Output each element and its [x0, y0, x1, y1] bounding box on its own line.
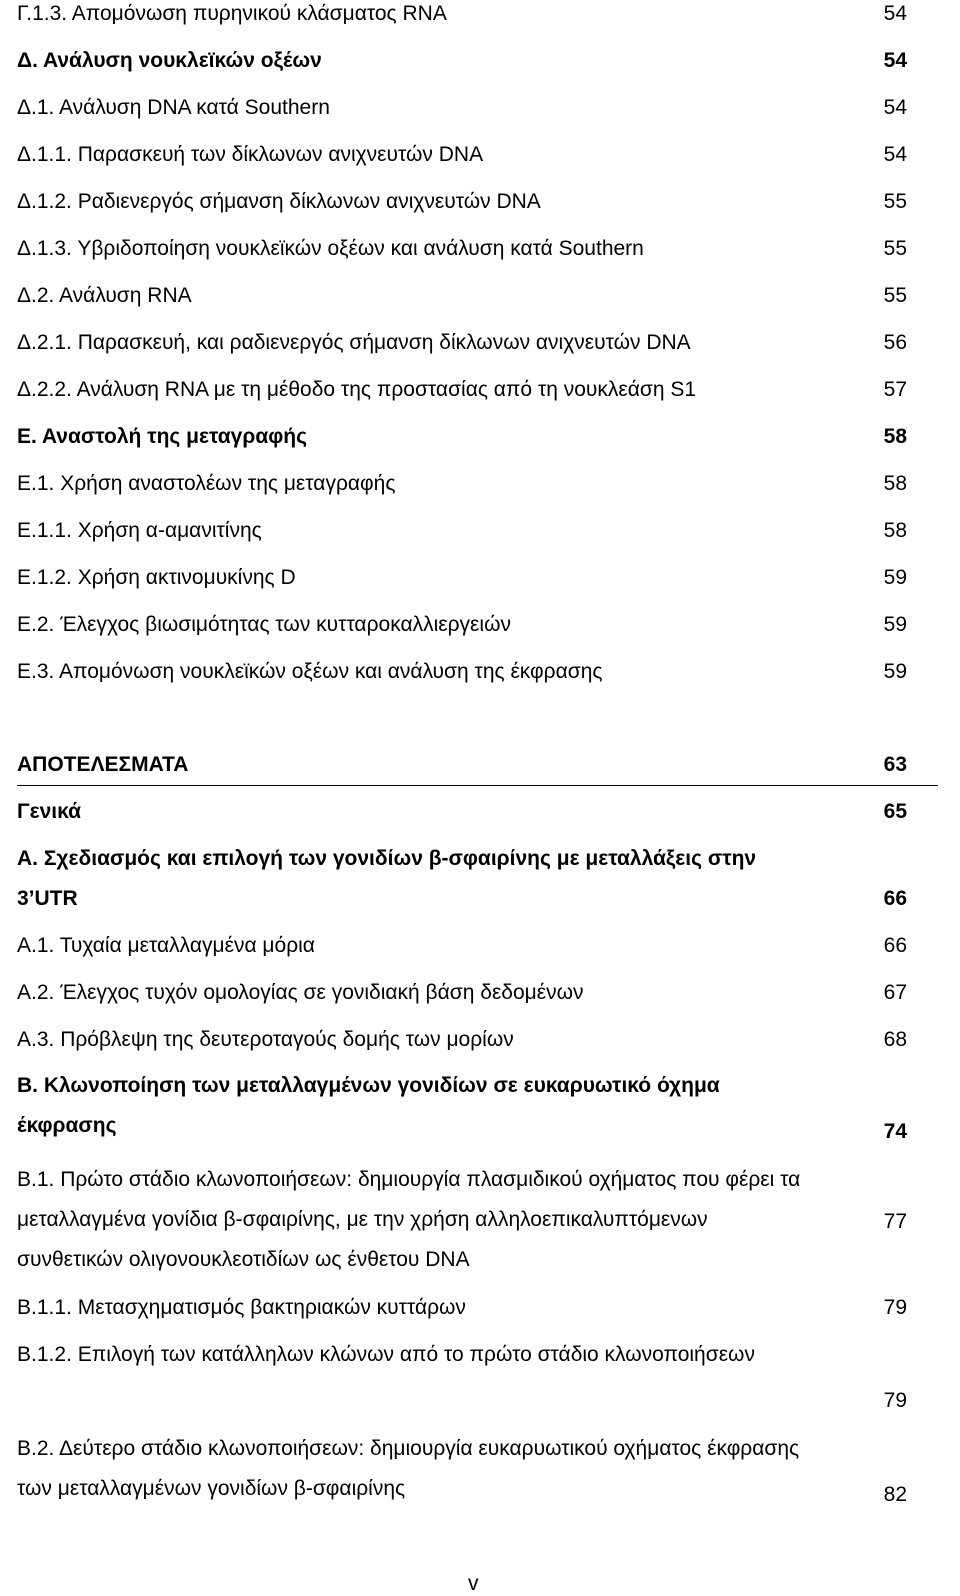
toc-entry-page: 59 — [883, 566, 907, 589]
toc-entry-title: Δ.2.2. Ανάλυση RNA με τη μέθοδο της προστασίας από τη νουκλεάση S1 — [17, 378, 697, 401]
toc-entry-title: Ε.3. Απομόνωση νουκλεϊκών οξέων και ανάλυση της έκφρασης — [17, 660, 603, 683]
toc-entry-title: Δ.1.2. Ραδιενεργός σήμανση δίκλωνων ανιχνευτών DNA — [17, 190, 541, 213]
toc-entry-page: 59 — [883, 613, 907, 636]
toc-entry-page: 77 — [883, 1210, 907, 1233]
toc-entry-title: Β.1. Πρώτο στάδιο κλωνοποιήσεων: δημιουργία πλασμιδικού οχήματος που φέρει τα μεταλλαγμένα γονίδια β-σφαιρίνης, με την χρήση αλληλοεπικαλυπτόμενων συνθετικών ολιγονουκλεοτιδίων ως ένθετου DNA — [17, 1168, 801, 1271]
toc-entry-title: Γενικά — [17, 800, 82, 823]
toc-entry-page: 58 — [883, 519, 907, 542]
toc-entry-title: Δ.1.1. Παρασκευή των δίκλωνων ανιχνευτών DNA — [17, 143, 484, 166]
toc-entry-title: Δ.2.1. Παρασκευή, και ραδιενεργός σήμανση δίκλωνων ανιχνευτών DNA — [17, 331, 691, 354]
toc-entry-page: 54 — [883, 2, 907, 25]
toc-entry-title: Α.2. Έλεγχος τυχόν ομολογίας σε γονιδιακή βάση δεδομένων — [17, 981, 584, 1004]
toc-entry-page: 59 — [883, 660, 907, 683]
toc-entry-title: Β.1.1. Μετασχηματισμός βακτηριακών κυττάρων — [17, 1296, 466, 1319]
toc-entry-page: 56 — [883, 331, 907, 354]
toc-entry-title: Γ.1.3. Απομόνωση πυρηνικού κλάσματος RNA — [17, 2, 447, 25]
toc-entry-page: 67 — [883, 981, 907, 1004]
toc-entry-page: 79 — [883, 1389, 907, 1412]
toc-entry-title: Α.1. Τυχαία μεταλλαγμένα μόρια — [17, 934, 315, 957]
section-divider — [17, 785, 938, 786]
toc-entry-title: ΑΠΟΤΕΛΕΣΜΑΤΑ — [17, 753, 189, 776]
toc-entry-page: 74 — [883, 1120, 907, 1143]
toc-entry-page: 79 — [883, 1296, 907, 1319]
toc-entry-page: 55 — [883, 190, 907, 213]
toc-entry-page: 68 — [883, 1028, 907, 1051]
toc-entry-title: Α. Σχεδιασμός και επιλογή των γονιδίων β-σφαιρίνης με μεταλλάξεις στην 3’UTR — [17, 847, 757, 910]
toc-entry-page: 66 — [883, 934, 907, 957]
toc-entry-title: Β.2. Δεύτερο στάδιο κλωνοποιήσεων: δημιουργία ευκαρυωτικού οχήματος έκφρασης των μεταλλαγμένων γονιδίων β-σφαιρίνης — [17, 1437, 800, 1500]
toc-entry-title: Δ.1. Ανάλυση DNA κατά Southern — [17, 96, 330, 119]
toc-entry-page: 63 — [883, 753, 907, 776]
toc-entry-page: 54 — [883, 143, 907, 166]
toc-entry-page: 54 — [883, 49, 907, 72]
toc-entry-page: 58 — [883, 472, 907, 495]
toc-entry-title: Ε.1. Χρήση αναστολέων της μεταγραφής — [17, 472, 396, 495]
toc-entry-page: 82 — [883, 1483, 907, 1506]
toc-entry-title: Β. Κλωνοποίηση των μεταλλαγμένων γονιδίων σε ευκαρυωτικό όχημα έκφρασης — [17, 1074, 720, 1137]
toc-entry-page: 55 — [883, 237, 907, 260]
toc-entry-page: 66 — [883, 887, 907, 910]
toc-entry-page: 57 — [883, 378, 907, 401]
toc-entry-page: 58 — [883, 425, 907, 448]
toc-entry-title: Δ. Ανάλυση νουκλεϊκών οξέων — [17, 49, 322, 72]
toc-entry-title: Β.1.2. Επιλογή των κατάλληλων κλώνων από το πρώτο στάδιο κλωνοποιήσεων — [17, 1343, 755, 1366]
toc-entry-title: Ε.1.2. Χρήση ακτινομυκίνης D — [17, 566, 296, 589]
toc-entry-title: Ε. Αναστολή της μεταγραφής — [17, 425, 308, 448]
page-number: v — [468, 1572, 479, 1595]
toc-entry-page: 54 — [883, 96, 907, 119]
toc-entry-title: Α.3. Πρόβλεψη της δευτεροταγούς δομής των μορίων — [17, 1028, 514, 1051]
toc-entry-page: 55 — [883, 284, 907, 307]
toc-entry-title: Ε.2. Έλεγχος βιωσιμότητας των κυτταροκαλλιεργειών — [17, 613, 511, 636]
toc-entry-title: Δ.1.3. Υβριδοποίηση νουκλεϊκών οξέων και ανάλυση κατά Southern — [17, 237, 644, 260]
toc-entry-title: Ε.1.1. Χρήση α-αμανιτίνης — [17, 519, 262, 542]
toc-entry-title: Δ.2. Ανάλυση RNA — [17, 284, 192, 307]
toc-entry-page: 65 — [883, 800, 907, 823]
